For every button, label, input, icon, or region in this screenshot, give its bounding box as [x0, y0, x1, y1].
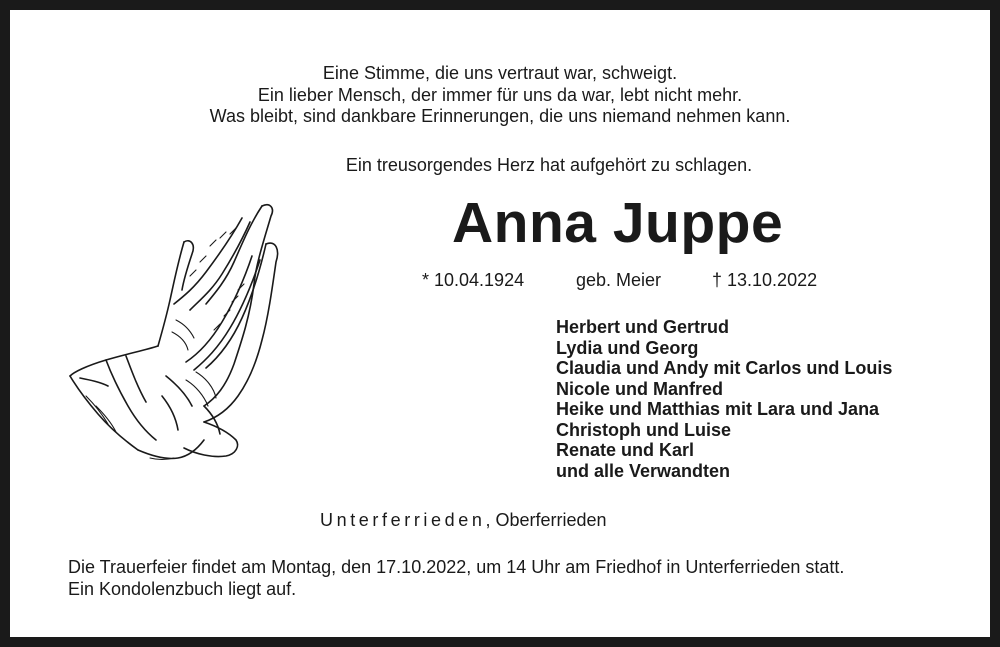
funeral-notice	[68, 557, 844, 600]
birth-date: * 10.04.1924	[422, 270, 525, 290]
death-date: † 13.10.2022	[712, 270, 818, 290]
mourners-list	[556, 317, 892, 481]
poem	[0, 63, 1000, 128]
deceased-name: Anna Juppe	[452, 191, 784, 255]
maiden-name: geb. Meier	[576, 270, 662, 290]
place-secondary: , Oberferrieden	[485, 510, 607, 530]
list-item: Nicole und Manfred	[556, 378, 724, 399]
place-primary: Unterferrieden	[320, 510, 486, 530]
list-item: Renate und Karl	[556, 440, 695, 460]
poem-line: Was bleibt, sind dankbare Erinnerungen, die uns niemand nehmen kann.	[209, 106, 791, 126]
list-item: Lydia und Georg	[556, 337, 699, 358]
heart-line: Ein treusorgendes Herz hat aufgehört zu schlagen.	[345, 155, 753, 175]
places-line	[320, 510, 607, 531]
funeral-line: Ein Kondolenzbuch liegt auf.	[68, 578, 297, 599]
list-item: Heike und Matthias mit Lara und Jana	[556, 399, 880, 419]
poem-line: Eine Stimme, die uns vertraut war, schweigt.	[322, 63, 678, 83]
list-item: und alle Verwandten	[556, 460, 731, 481]
list-item: Christoph und Luise	[556, 419, 731, 440]
list-item: Herbert und Gertrud	[556, 317, 730, 337]
praying-hands-icon	[66, 200, 282, 471]
funeral-line: Die Trauerfeier findet am Montag, den 17.10.2022, um 14 Uhr am Friedhof in Unterferrieden statt.	[68, 557, 845, 577]
list-item: Claudia und Andy mit Carlos und Louis	[556, 358, 893, 378]
poem-line: Ein lieber Mensch, der immer für uns da war, lebt nicht mehr.	[257, 84, 743, 105]
